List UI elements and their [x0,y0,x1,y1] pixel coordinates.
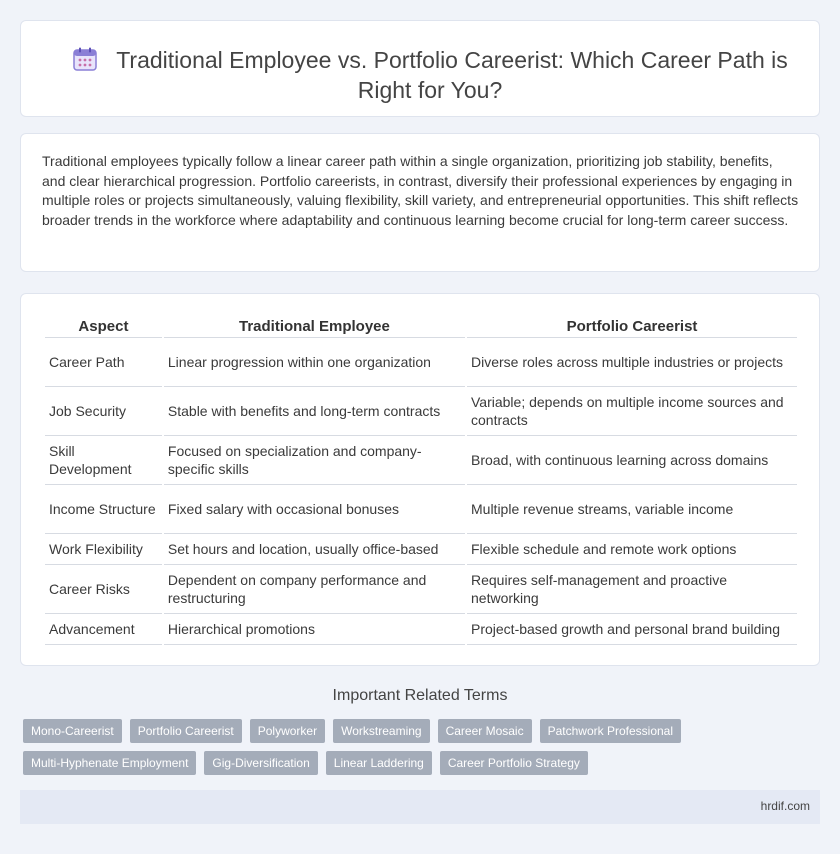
related-term-tag[interactable]: Linear Laddering [326,751,432,775]
row-portfolio: Diverse roles across multiple industries or projects [467,338,797,387]
intro-paragraph: Traditional employees typically follow a linear career path within a single organization, prioritizing job stability, benefits, and clear hierarchical progression. Portfolio careerists, in contrast, diversify their professional experiences by engaging in multiple roles or projects simultaneously, valuing flexibility, skill variety, and entrepreneurial opportunities. This shift reflects broader trends in the workforce where adaptability and continuous learning become crucial for long-term career success. [42,153,799,228]
row-portfolio: Flexible schedule and remote work options [467,534,797,565]
row-aspect: Job Security [45,387,162,436]
table-row [45,338,797,387]
row-traditional: Set hours and location, usually office-based [164,534,465,565]
page-title-container [61,45,799,105]
related-term-tag[interactable]: Polyworker [250,719,325,743]
comparison-card [20,293,820,666]
related-term-tag[interactable]: Workstreaming [333,719,429,743]
intro-card [20,133,820,272]
related-terms-list [23,719,703,775]
header-card [20,20,820,117]
comparison-table [43,314,799,645]
related-term-tag[interactable]: Patchwork Professional [540,719,681,743]
row-portfolio: Requires self-management and proactive networking [467,565,797,614]
table-header-row [45,314,797,338]
row-portfolio: Multiple revenue streams, variable income [467,485,797,534]
related-term-tag[interactable]: Multi-Hyphenate Employment [23,751,196,775]
row-portfolio: Project-based growth and personal brand building [467,614,797,645]
row-traditional: Linear progression within one organization [164,338,465,387]
related-term-tag[interactable]: Gig-Diversification [204,751,317,775]
related-term-tag[interactable]: Portfolio Careerist [130,719,242,743]
row-portfolio: Variable; depends on multiple income sources and contracts [467,387,797,436]
table-row [45,565,797,614]
column-header-aspect: Aspect [45,314,162,338]
table-row [45,387,797,436]
row-traditional: Focused on specialization and company-specific skills [164,436,465,485]
column-header-portfolio: Portfolio Careerist [467,314,797,338]
column-header-traditional: Traditional Employee [164,314,465,338]
row-aspect: Skill Development [45,436,162,485]
related-term-tag[interactable]: Career Mosaic [438,719,532,743]
row-traditional: Dependent on company performance and restructuring [164,565,465,614]
row-aspect: Career Path [45,338,162,387]
row-traditional: Hierarchical promotions [164,614,465,645]
row-aspect: Advancement [45,614,162,645]
table-row [45,436,797,485]
related-terms-title: Important Related Terms [332,687,508,704]
table-row [45,614,797,645]
row-traditional: Stable with benefits and long-term contracts [164,387,465,436]
row-aspect: Work Flexibility [45,534,162,565]
table-row [45,534,797,565]
footer-site-link[interactable]: hrdif.com [760,799,810,813]
row-aspect: Income Structure [45,485,162,534]
page-title: Traditional Employee vs. Portfolio Careerist: Which Career Path is Right for You? [116,47,788,103]
table-row [45,485,797,534]
row-portfolio: Broad, with continuous learning across domains [467,436,797,485]
row-traditional: Fixed salary with occasional bonuses [164,485,465,534]
related-term-tag[interactable]: Mono-Careerist [23,719,122,743]
row-aspect: Career Risks [45,565,162,614]
calendar-icon [72,46,98,72]
footer [20,790,820,824]
related-term-tag[interactable]: Career Portfolio Strategy [440,751,588,775]
